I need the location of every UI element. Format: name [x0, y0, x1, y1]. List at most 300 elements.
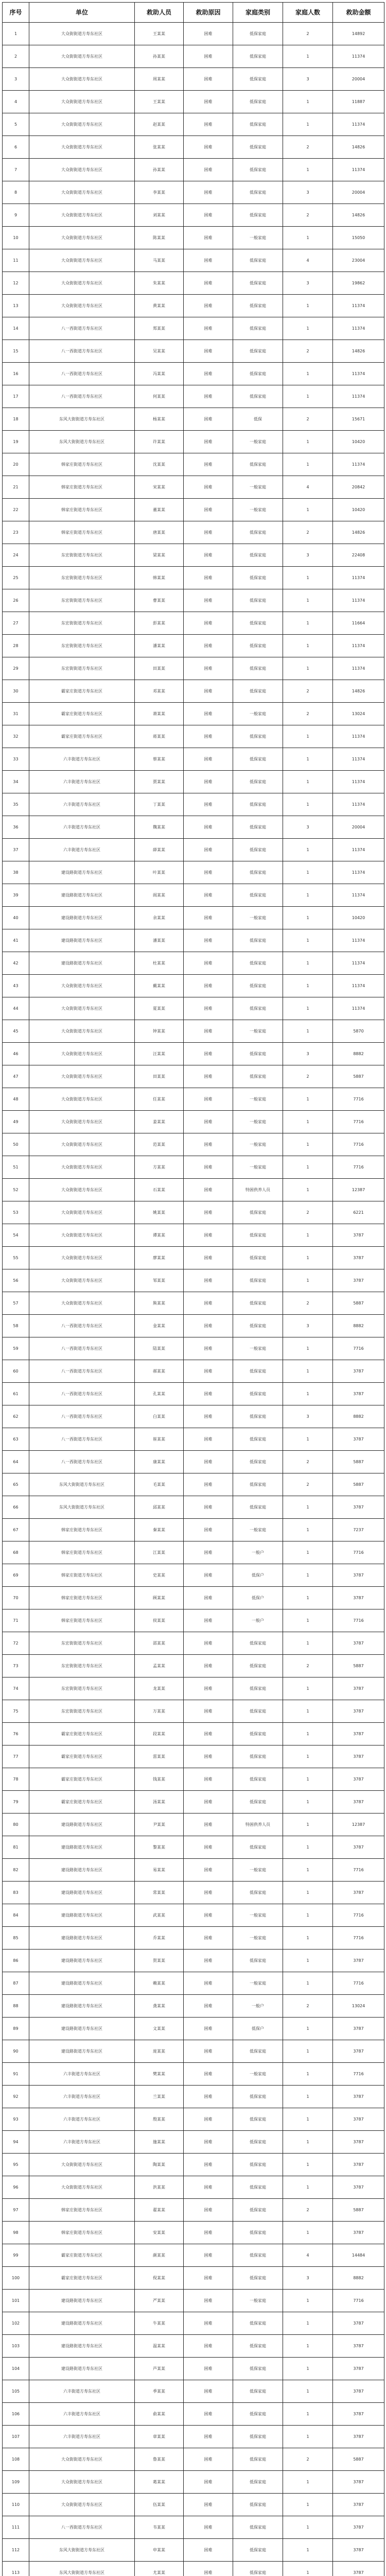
row-unit: 霸家庄街道方寿东社区	[29, 1745, 135, 1768]
table-row	[3, 1859, 384, 1882]
row-reason: 困难	[184, 249, 233, 272]
row-person: 毛某某	[135, 1473, 184, 1496]
row-unit: 建设路街道方寿东社区	[29, 1995, 135, 2018]
row-family-type: 低保家庭	[233, 453, 283, 476]
row-reason: 困难	[184, 2471, 233, 2494]
row-person: 颜某某	[135, 2244, 184, 2267]
row-unit: 八一西街道方寿东社区	[29, 1360, 135, 1383]
row-unit: 八一西街道方寿东社区	[29, 340, 135, 363]
row-amount: 7716	[333, 1927, 384, 1950]
row-amount: 7237	[333, 1519, 384, 1541]
row-reason: 困难	[184, 453, 233, 476]
row-unit: 大众街街道方寿东社区	[29, 1247, 135, 1269]
row-amount: 5887	[333, 2199, 384, 2222]
row-amount: 11374	[333, 567, 384, 589]
row-family-type: 低保家庭	[233, 317, 283, 340]
row-unit: 东风大街街道方寿东社区	[29, 2539, 135, 2562]
row-index: 76	[3, 1723, 29, 1745]
row-person: 夏某某	[135, 997, 184, 1020]
table-row	[3, 589, 384, 612]
row-family-type: 低保家庭	[233, 2312, 283, 2335]
table-row	[3, 1700, 384, 1723]
row-unit: 大众街街道方寿东社区	[29, 1179, 135, 1201]
row-person: 金某某	[135, 1315, 184, 1337]
row-person: 孔某某	[135, 1383, 184, 1405]
row-person: 曹某某	[135, 589, 184, 612]
table-row	[3, 204, 384, 227]
table-row	[3, 453, 384, 476]
table-row	[3, 567, 384, 589]
row-person: 赖某某	[135, 1972, 184, 1995]
row-amount: 7716	[333, 2063, 384, 2086]
row-amount: 3787	[333, 1269, 384, 1292]
row-unit: 大众街街道方寿东社区	[29, 1065, 135, 1088]
row-family-type: 低保家庭	[233, 2040, 283, 2063]
row-family-size: 2	[283, 680, 333, 703]
row-reason: 困难	[184, 23, 233, 45]
row-amount: 3787	[333, 1950, 384, 1972]
row-family-type: 低保家庭	[233, 771, 283, 793]
row-unit: 东宏街街道方寿东社区	[29, 1700, 135, 1723]
row-family-type: 一般家庭	[233, 907, 283, 929]
row-family-size: 2	[283, 340, 333, 363]
row-index: 71	[3, 1609, 29, 1632]
row-unit: 东宏街街道方寿东社区	[29, 657, 135, 680]
row-reason: 困难	[184, 748, 233, 771]
row-family-size: 1	[283, 363, 333, 385]
row-family-type: 低保家庭	[233, 385, 283, 408]
row-unit: 建设路街道方寿东社区	[29, 2018, 135, 2040]
row-amount: 11887	[333, 91, 384, 113]
row-reason: 困难	[184, 1360, 233, 1383]
row-reason: 困难	[184, 2426, 233, 2448]
row-reason: 困难	[184, 1972, 233, 1995]
row-amount: 11374	[333, 975, 384, 997]
row-index: 103	[3, 2335, 29, 2358]
row-family-size: 1	[283, 385, 333, 408]
row-family-size: 1	[283, 748, 333, 771]
row-family-size: 1	[283, 45, 333, 68]
row-reason: 困难	[184, 181, 233, 204]
row-family-size: 2	[283, 204, 333, 227]
row-unit: 八一西街道方寿东社区	[29, 2516, 135, 2539]
table-row	[3, 2199, 384, 2222]
row-family-type: 低保家庭	[233, 1655, 283, 1677]
table-body	[3, 23, 384, 2576]
row-index: 25	[3, 567, 29, 589]
table-row	[3, 136, 384, 159]
row-amount: 6221	[333, 1201, 384, 1224]
row-amount: 20004	[333, 68, 384, 91]
row-family-type: 低保家庭	[233, 1315, 283, 1337]
row-unit: 六丰街道方寿东社区	[29, 2426, 135, 2448]
row-person: 邱某某	[135, 1496, 184, 1519]
row-reason: 困难	[184, 589, 233, 612]
row-person: 谭某某	[135, 1224, 184, 1247]
row-family-size: 1	[283, 1700, 333, 1723]
row-person: 邵某某	[135, 1632, 184, 1655]
row-family-type: 低保家庭	[233, 340, 283, 363]
row-family-type: 低保家庭	[233, 295, 283, 317]
row-family-type: 低保家庭	[233, 2108, 283, 2131]
row-reason: 困难	[184, 1428, 233, 1451]
row-unit: 大众街街道方寿东社区	[29, 2471, 135, 2494]
header-amount: 救助金额	[333, 3, 384, 23]
row-person: 施某某	[135, 2131, 184, 2154]
row-reason: 困难	[184, 997, 233, 1020]
row-family-size: 2	[283, 2448, 333, 2471]
row-family-size: 1	[283, 91, 333, 113]
row-amount: 7716	[333, 1088, 384, 1111]
row-reason: 困难	[184, 1768, 233, 1791]
table-row	[3, 1337, 384, 1360]
row-amount: 3787	[333, 2108, 384, 2131]
row-reason: 困难	[184, 1201, 233, 1224]
row-amount: 7716	[333, 1609, 384, 1632]
row-family-size: 2	[283, 1655, 333, 1677]
row-family-type: 低保家庭	[233, 2539, 283, 2562]
row-reason: 困难	[184, 567, 233, 589]
row-family-size: 3	[283, 1043, 333, 1065]
row-family-size: 1	[283, 2222, 333, 2244]
row-person: 范某某	[135, 1133, 184, 1156]
row-amount: 3787	[333, 1836, 384, 1859]
row-person: 严某某	[135, 2290, 184, 2312]
row-amount: 3787	[333, 2176, 384, 2199]
row-amount: 15671	[333, 408, 384, 431]
row-person: 何某某	[135, 385, 184, 408]
row-family-size: 1	[283, 431, 333, 453]
row-unit: 霸家庄街道方寿东社区	[29, 2267, 135, 2290]
row-amount: 3787	[333, 2335, 384, 2358]
table-row	[3, 1723, 384, 1745]
row-family-size: 1	[283, 1791, 333, 1814]
row-amount: 13024	[333, 703, 384, 725]
row-family-type: 低保户	[233, 1587, 283, 1609]
row-family-type: 低保家庭	[233, 181, 283, 204]
row-family-size: 1	[283, 1587, 333, 1609]
row-index: 47	[3, 1065, 29, 1088]
row-index: 65	[3, 1473, 29, 1496]
row-unit: 八一西街道方寿东社区	[29, 1315, 135, 1337]
row-person: 常某某	[135, 1882, 184, 1904]
row-family-type: 一般家庭	[233, 476, 283, 499]
table-row	[3, 771, 384, 793]
row-person: 潘某某	[135, 635, 184, 657]
row-amount: 7716	[333, 1972, 384, 1995]
row-person: 董某某	[135, 499, 184, 521]
row-family-size: 2	[283, 2199, 333, 2222]
table-row	[3, 2426, 384, 2448]
row-index: 61	[3, 1383, 29, 1405]
row-index: 104	[3, 2358, 29, 2380]
row-reason: 困难	[184, 1677, 233, 1700]
row-family-size: 1	[283, 567, 333, 589]
row-person: 章某某	[135, 2426, 184, 2448]
row-family-type: 低保家庭	[233, 1950, 283, 1972]
row-reason: 困难	[184, 204, 233, 227]
row-person: 武某某	[135, 1904, 184, 1927]
row-family-type: 低保家庭	[233, 861, 283, 884]
row-unit: 大众街街道方寿东社区	[29, 249, 135, 272]
row-person: 任某某	[135, 1088, 184, 1111]
row-amount: 14484	[333, 2244, 384, 2267]
row-family-type: 低保家庭	[233, 1836, 283, 1859]
row-person: 冯某某	[135, 363, 184, 385]
row-person: 顾某某	[135, 1587, 184, 1609]
row-index: 112	[3, 2539, 29, 2562]
row-family-type: 低保家庭	[233, 929, 283, 952]
row-person: 江某某	[135, 1541, 184, 1564]
row-person: 蒋某某	[135, 725, 184, 748]
row-family-type: 低保家庭	[233, 793, 283, 816]
row-unit: 大众街街道方寿东社区	[29, 272, 135, 295]
row-person: 廖某某	[135, 1247, 184, 1269]
row-family-size: 2	[283, 1473, 333, 1496]
row-unit: 韩家庄街道方寿东社区	[29, 453, 135, 476]
row-person: 邓某某	[135, 680, 184, 703]
row-index: 33	[3, 748, 29, 771]
table-row	[3, 1451, 384, 1473]
row-index: 73	[3, 1655, 29, 1677]
row-amount: 11374	[333, 952, 384, 975]
row-person: 李某某	[135, 181, 184, 204]
row-family-size: 1	[283, 975, 333, 997]
row-reason: 困难	[184, 45, 233, 68]
row-reason: 困难	[184, 1995, 233, 2018]
row-family-type: 低保家庭	[233, 1247, 283, 1269]
row-index: 67	[3, 1519, 29, 1541]
row-reason: 困难	[184, 2335, 233, 2358]
row-person: 伍某某	[135, 2494, 184, 2516]
row-index: 20	[3, 453, 29, 476]
row-family-type: 低保家庭	[233, 1768, 283, 1791]
row-reason: 困难	[184, 839, 233, 861]
table-row	[3, 521, 384, 544]
row-reason: 困难	[184, 1519, 233, 1541]
table-row	[3, 2403, 384, 2426]
table-row	[3, 317, 384, 340]
row-family-type: 低保家庭	[233, 1383, 283, 1405]
row-person: 芦某某	[135, 2358, 184, 2380]
row-family-type: 一般家庭	[233, 1904, 283, 1927]
table-row	[3, 793, 384, 816]
row-family-type: 低保家庭	[233, 2199, 283, 2222]
row-family-type: 低保家庭	[233, 91, 283, 113]
row-amount: 8882	[333, 1043, 384, 1065]
row-person: 贺某某	[135, 1950, 184, 1972]
row-unit: 韩家庄街道方寿东社区	[29, 2222, 135, 2244]
row-reason: 困难	[184, 1587, 233, 1609]
row-reason: 困难	[184, 680, 233, 703]
row-amount: 3787	[333, 2426, 384, 2448]
row-reason: 困难	[184, 2199, 233, 2222]
table-row	[3, 1383, 384, 1405]
row-index: 92	[3, 2086, 29, 2108]
row-unit: 六丰街道方寿东社区	[29, 2063, 135, 2086]
row-family-type: 特困供养人员	[233, 1179, 283, 1201]
row-amount: 20004	[333, 816, 384, 839]
row-unit: 大众街街道方寿东社区	[29, 68, 135, 91]
table-row	[3, 1043, 384, 1065]
row-unit: 建设路街道方寿东社区	[29, 1950, 135, 1972]
row-reason: 困难	[184, 1609, 233, 1632]
row-unit: 东宏街街道方寿东社区	[29, 1632, 135, 1655]
table-row	[3, 1587, 384, 1609]
row-family-type: 一般家庭	[233, 431, 283, 453]
row-amount: 3787	[333, 1360, 384, 1383]
row-unit: 建设路街道方寿东社区	[29, 861, 135, 884]
row-amount: 8882	[333, 1315, 384, 1337]
row-family-type: 低保家庭	[233, 2086, 283, 2108]
row-amount: 3787	[333, 2516, 384, 2539]
row-unit: 八一西街道方寿东社区	[29, 385, 135, 408]
row-family-type: 一般户	[233, 1609, 283, 1632]
row-family-size: 1	[283, 1111, 333, 1133]
row-unit: 大众街街道方寿东社区	[29, 2494, 135, 2516]
row-family-size: 3	[283, 181, 333, 204]
table-row	[3, 2358, 384, 2380]
row-family-size: 1	[283, 2086, 333, 2108]
row-index: 17	[3, 385, 29, 408]
row-person: 季某某	[135, 2380, 184, 2403]
row-family-type: 低保家庭	[233, 363, 283, 385]
row-family-size: 1	[283, 1020, 333, 1043]
row-unit: 六丰街道方寿东社区	[29, 2086, 135, 2108]
row-unit: 韩家庄街道方寿东社区	[29, 1519, 135, 1541]
row-reason: 困难	[184, 1859, 233, 1882]
row-amount: 3787	[333, 2380, 384, 2403]
row-index: 26	[3, 589, 29, 612]
row-family-type: 低保家庭	[233, 1201, 283, 1224]
row-amount: 3787	[333, 2358, 384, 2380]
row-family-size: 1	[283, 929, 333, 952]
row-unit: 大众街街道方寿东社区	[29, 1133, 135, 1156]
row-index: 56	[3, 1269, 29, 1292]
row-amount: 11374	[333, 657, 384, 680]
row-reason: 困难	[184, 975, 233, 997]
row-unit: 东风大街街道方寿东社区	[29, 1473, 135, 1496]
table-row	[3, 839, 384, 861]
row-person: 雷某某	[135, 1745, 184, 1768]
row-person: 丁某某	[135, 793, 184, 816]
row-family-type: 低保家庭	[233, 2222, 283, 2244]
row-family-size: 1	[283, 2335, 333, 2358]
row-unit: 建设路街道方寿东社区	[29, 1904, 135, 1927]
row-index: 3	[3, 68, 29, 91]
row-person: 孙某某	[135, 45, 184, 68]
row-reason: 困难	[184, 68, 233, 91]
row-family-size: 2	[283, 1065, 333, 1088]
table-row	[3, 1519, 384, 1541]
header-person: 救助人员	[135, 3, 184, 23]
row-reason: 困难	[184, 1020, 233, 1043]
row-family-size: 4	[283, 2244, 333, 2267]
row-person: 石某某	[135, 1179, 184, 1201]
table-row	[3, 408, 384, 431]
row-family-size: 4	[283, 249, 333, 272]
row-reason: 困难	[184, 544, 233, 567]
row-person: 戴某某	[135, 975, 184, 997]
row-unit: 建设路街道方寿东社区	[29, 907, 135, 929]
row-family-size: 1	[283, 2040, 333, 2063]
row-unit: 大众街街道方寿东社区	[29, 1269, 135, 1292]
row-unit: 六丰街道方寿东社区	[29, 793, 135, 816]
row-family-size: 1	[283, 589, 333, 612]
row-unit: 六丰街道方寿东社区	[29, 2131, 135, 2154]
row-unit: 韩家庄街道方寿东社区	[29, 1564, 135, 1587]
table-row	[3, 1814, 384, 1836]
row-family-size: 1	[283, 113, 333, 136]
row-unit: 东风大街街道方寿东社区	[29, 431, 135, 453]
row-person: 倪某某	[135, 2267, 184, 2290]
row-family-type: 低保家庭	[233, 68, 283, 91]
row-family-type: 低保家庭	[233, 884, 283, 907]
table-row	[3, 68, 384, 91]
row-index: 41	[3, 929, 29, 952]
table-row	[3, 929, 384, 952]
row-family-type: 一般家庭	[233, 1519, 283, 1541]
row-index: 101	[3, 2290, 29, 2312]
row-index: 64	[3, 1451, 29, 1473]
row-amount: 11374	[333, 159, 384, 181]
row-family-type: 低保家庭	[233, 2267, 283, 2290]
table-row	[3, 861, 384, 884]
row-family-type: 一般家庭	[233, 499, 283, 521]
table-row	[3, 1020, 384, 1043]
row-family-type: 一般家庭	[233, 1972, 283, 1995]
row-person: 杨某某	[135, 408, 184, 431]
row-index: 52	[3, 1179, 29, 1201]
row-person: 梁某某	[135, 544, 184, 567]
row-amount: 3787	[333, 2131, 384, 2154]
row-family-size: 2	[283, 1451, 333, 1473]
row-person: 魏某某	[135, 816, 184, 839]
row-family-type: 低保家庭	[233, 1451, 283, 1473]
table-row	[3, 113, 384, 136]
row-unit: 大众街街道方寿东社区	[29, 136, 135, 159]
row-family-type: 低保家庭	[233, 2154, 283, 2176]
row-amount: 3787	[333, 1587, 384, 1609]
row-family-size: 1	[283, 1927, 333, 1950]
table-row	[3, 1201, 384, 1224]
row-person: 阎某某	[135, 884, 184, 907]
row-index: 63	[3, 1428, 29, 1451]
row-family-type: 低保家庭	[233, 544, 283, 567]
row-reason: 困难	[184, 2086, 233, 2108]
row-family-size: 1	[283, 2154, 333, 2176]
row-index: 91	[3, 2063, 29, 2086]
row-family-type: 低保家庭	[233, 2403, 283, 2426]
table-row	[3, 181, 384, 204]
row-family-type: 一般家庭	[233, 1156, 283, 1179]
row-amount: 14826	[333, 340, 384, 363]
row-amount: 19862	[333, 272, 384, 295]
row-amount: 3787	[333, 1882, 384, 1904]
row-amount: 3787	[333, 1723, 384, 1745]
row-index: 50	[3, 1133, 29, 1156]
row-person: 鲁某某	[135, 2448, 184, 2471]
row-index: 54	[3, 1224, 29, 1247]
row-family-type: 一般户	[233, 1541, 283, 1564]
row-amount: 3787	[333, 2086, 384, 2108]
row-amount: 3787	[333, 1632, 384, 1655]
row-family-size: 3	[283, 1405, 333, 1428]
row-family-size: 1	[283, 952, 333, 975]
row-reason: 困难	[184, 1564, 233, 1587]
row-reason: 困难	[184, 2290, 233, 2312]
row-family-type: 低保家庭	[233, 113, 283, 136]
